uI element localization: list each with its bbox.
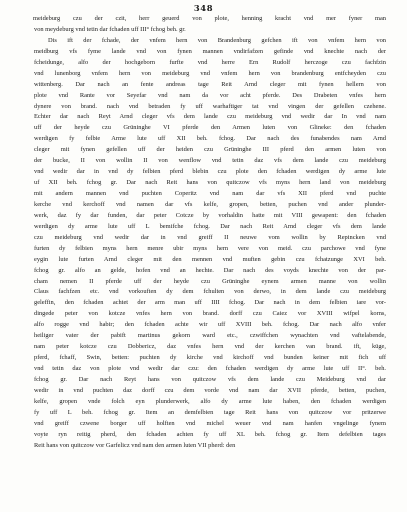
text-line: Echter dar nach Reyt Arnd cleger vfs dem lande czu meideburg vnd wedir dar In vnd nam xyxy=(34,113,386,121)
text-line: plote vnd Rante vor Seyefar vnd nam da vor acht pferde. Des Drabeten vnfes hern xyxy=(34,91,386,99)
text-line: Dis ift der fchade, der vnfem hern von Brandenburg gefchen ift von vnfem hern von xyxy=(48,36,386,44)
text-line: kerche vnd kerchoff vnd namen dar vfs kelfe, gropen, betten, puchen vnd ander plunder- xyxy=(34,200,386,208)
text-line: vnd greiff czwene borger uff holften vnd michel weuer vnd nam hanfen vngelinge fynem xyxy=(34,419,386,427)
text-line: fchog gr. Dar nach Reyt hans von quitczow vfs dem lande czu Meideburg vnd dar xyxy=(34,375,386,383)
text-line: voyte ryn reitig pherd, den fchaden achten fy uff XL beh. fchog gr. Item defelbien tages xyxy=(34,430,386,438)
text-line: werdigen fy felbie Arme lute uff XII beh. fchog. Dar nach des funabendes nam Arnd xyxy=(34,135,386,143)
text-line: vnd lunenborg vnfem hern von meideburg vnd vnfem hern von brandenburg entfcheyden czu xyxy=(34,69,386,77)
text-line: alfo rogge vnd habir; den fchaden achte wir uff XVIII beh. fchog. Dar nach alfo vnfer xyxy=(34,321,386,329)
text-body xyxy=(34,14,386,452)
text-line: uff der heyde czu Grüninghe VI pferde den Armen luten von Glineke: den fchaden xyxy=(34,124,386,132)
text-line: nam peter kotcze czu Dobbericz, daz vnfes hern vnd der kerchen van brand. ift, küge, xyxy=(34,343,386,351)
page-number: 348 xyxy=(193,3,214,13)
text-line: heiliger vater der pabift martinus gekorn ward etc., czwiffchen wynachten vnd vaftelabende, xyxy=(34,332,386,340)
text-line: fy uff L beh. fchog gr. Item an demfelbien tage Reit hans von quitczow vor pritzerwe xyxy=(34,408,386,416)
text-line: Claus fachfzen etc. vnd vorkouften dy dem fchulten von derwo, in dem lande czu meideburg xyxy=(34,288,386,296)
text-line: Reit hans von quitczow vor Garfelicz vnd nam den armen luten VII pherd: den xyxy=(34,441,236,449)
text-line: cham nemen II pferde uff der heyde czu Grüninghe eynem armen manne von wollin xyxy=(34,277,386,285)
text-line: fchog gr. alfo an gelde, hofen vnd an hechte. Dar nach des voyds knechte von der par- xyxy=(34,266,386,274)
text-line: werdigen dy arme lute uff L bemifche fchog. Dar nach Reit Arnd cleger vfs dem lande xyxy=(34,222,386,230)
text-line: meidburg vfs fyme lande vnd von fynen mannen vndirfafzen gefinde vnd knechte nach der xyxy=(34,47,386,55)
text-line: dingede peter von kotcze vnfes hern von brand. dorff czu Caiez vor XVIII wifpel korns, xyxy=(34,310,386,318)
text-line: uf XII beh. fchog gr. Dar nach Reit hans von quitczow vfs myns hern land von meideburg xyxy=(34,179,386,187)
text-line: wittenberg. Dar nach an fente andreas tage Reit Arnd cleger mit fynen hellern von xyxy=(34,80,386,88)
text-line: von meydeburg vnd tetin dar fchaden uff III° fchog beh. gr. xyxy=(34,25,186,33)
text-line: vnd tetin daz von plote vnd wedir dar czu: den fchaden werdigen dy arme lute uff II°. beh. xyxy=(34,365,386,372)
text-line: dynere von brand. nach vnd betraden fy uff warhaftiger tat vnd vingen der gefellen czehene. xyxy=(34,102,386,110)
text-line: fcheidunge, alfo der hochgeborn furfte vnd herre Ern Rudolf herczoge czu fachfzin xyxy=(34,58,386,66)
text-line: geleffin, den fchaden achtet der arm man uff IIII fchog. Dar nach in dem felbien iare vor- xyxy=(34,299,386,307)
text-line: vnd wedir dar in vnd dy felbien pferd blebin czu plote den fchaden werdigen dy arme lute xyxy=(34,168,386,176)
text-line: der bucke, II von wollin II von wenflow vnd tetin daz vfs dem lande czu meideburg xyxy=(34,157,386,165)
text-line: furten dy felbien myns hern menre ubir myns hern vere von meid. czu parchowe vnd fyne xyxy=(34,244,386,252)
text-line: kelfe, gropen vnde folch eyn plunderwerk, alfo dy arme lute haben, den fchaden werdigen xyxy=(34,397,386,405)
text-line: cleger mit fynen gefellen uff der heiden czu Grüninghe III pferd den armen luten von xyxy=(34,146,386,154)
text-line: werk, daz fy dar funden, dar peter Cotcze by vorhaldin hatte mit VIII gewapent: den fchaden xyxy=(34,211,386,219)
text-line: czu meideburg vnd wedir dar in vnd greiff II neuwe vom wollin by Repincken vnd xyxy=(34,233,386,241)
text-line: meideburg czu der czit, herr geuerd von plote, henning kracht vnd mer fyner man xyxy=(33,15,386,22)
text-line: wedir in vnd puchten daz dorff czu dem vorde vnd nam dar XVII pferde, betten, puchen, xyxy=(34,386,386,394)
text-line: mit andern mannen vnd puchten Coperitz vnd nam dar vfs XII pferd vnd puchte xyxy=(34,190,386,197)
text-line: pferd, fchaff, Swin, betten: puchten dy kirche vnd kirchoff vnd bunden keiner mit fich uff xyxy=(34,354,386,362)
text-line: eygin lute furten Arnd cleger mit den mennen vnd muften gebin czu fchatzunge XVI beh. xyxy=(34,255,386,263)
